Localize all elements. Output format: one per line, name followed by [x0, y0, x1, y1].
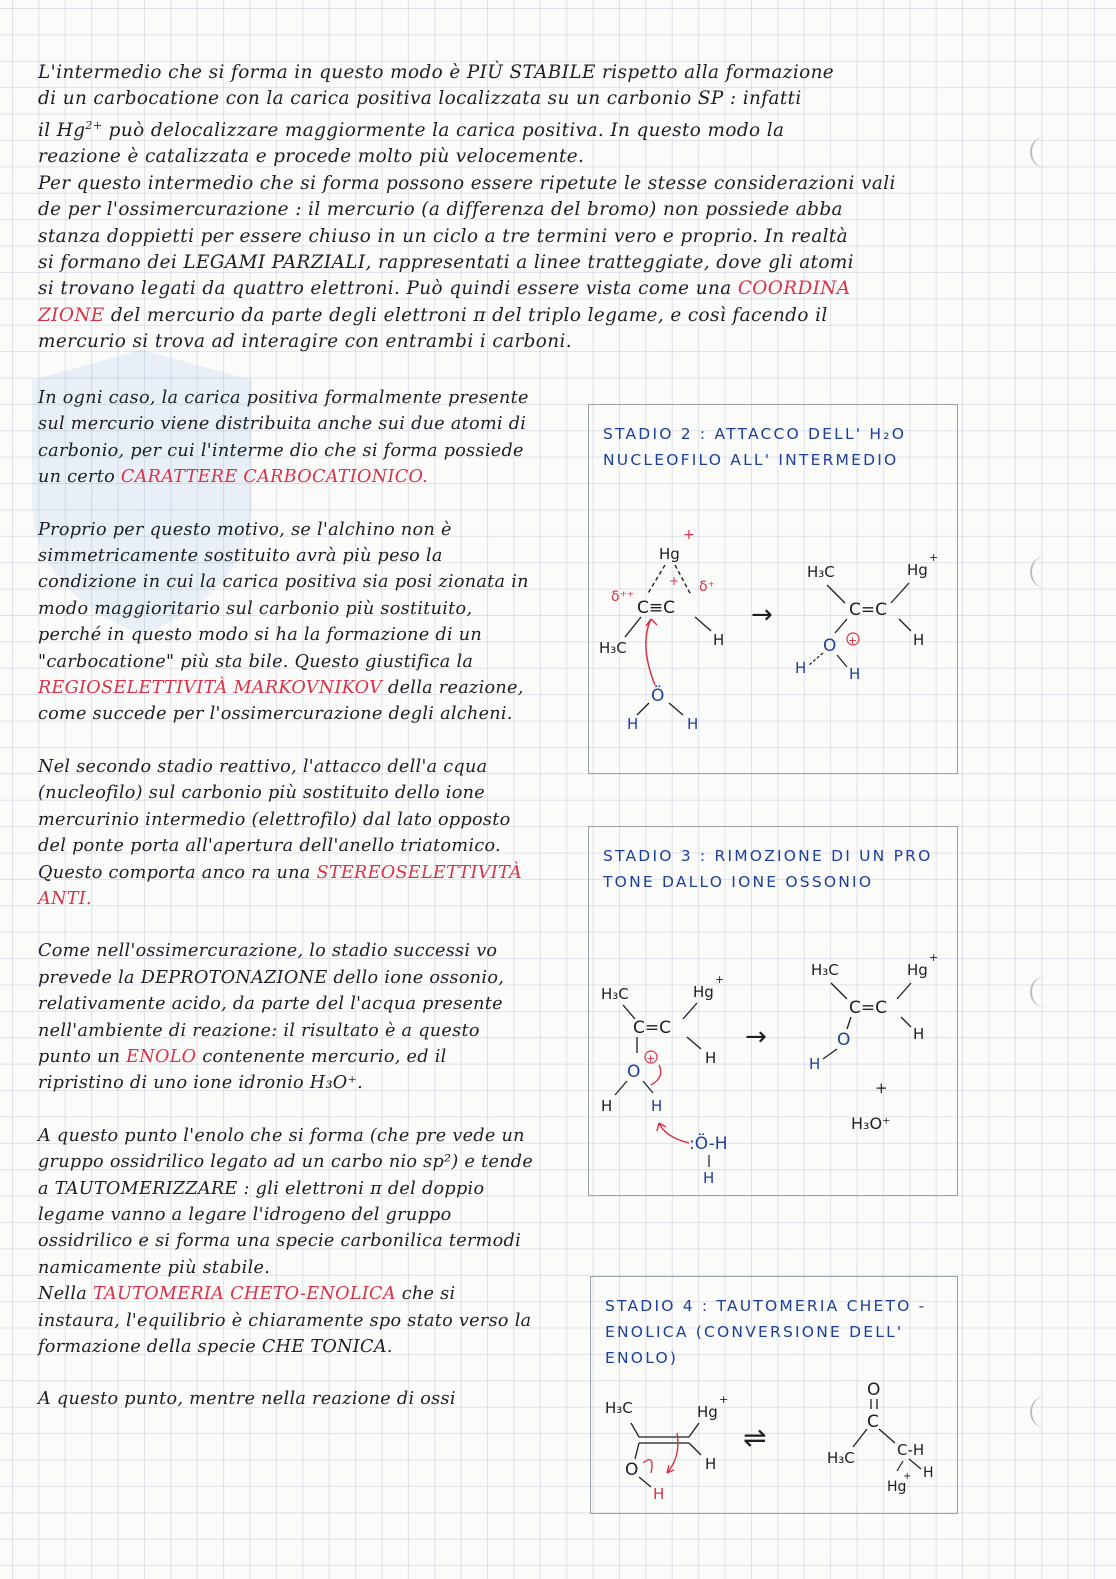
svg-text:H: H	[651, 1097, 663, 1115]
paragraph-final: A questo punto, mentre nella reazione di ossi	[38, 1389, 456, 1410]
binder-hole	[1030, 1396, 1050, 1428]
svg-text:Hg: Hg	[907, 561, 928, 579]
intro-line: stanza doppietti per essere chiuso in un ciclo a tre termini vero e proprio. In realtà	[38, 225, 849, 247]
intro-line: si formano dei LEGAMI PARZIALI, rappresentati a linee tratteggiate, dove gli atomi	[38, 251, 854, 273]
svg-text:H: H	[913, 1025, 925, 1043]
reaction-arrow: →	[751, 600, 773, 630]
stadio-4-box	[590, 1276, 958, 1514]
stadio-3-box	[588, 826, 958, 1196]
stadio-3-title: STADIO 3 : RIMOZIONE DI UN PRO TONE DALLO IONE OSSONIO	[603, 847, 933, 891]
intro-line: mercurio si trova ad interagire con entrambi i carboni.	[38, 331, 573, 353]
stadio-3-scheme	[589, 827, 957, 1195]
triple-bond: C≡C	[637, 598, 675, 618]
svg-text:H: H	[705, 1455, 717, 1473]
svg-text:O: O	[867, 1380, 881, 1400]
svg-text:+: +	[646, 1052, 656, 1065]
intro-line: de per l'ossimercurazione : il mercurio (a differenza del bromo) non possiede abba	[38, 199, 843, 221]
svg-text:Hg: Hg	[693, 983, 714, 1001]
svg-text:+: +	[929, 951, 939, 964]
stadio-2-title: STADIO 2 : ATTACCO DELL' H₂O NUCLEOFILO ALL' INTERMEDIO	[603, 425, 907, 469]
binder-hole	[1030, 556, 1050, 588]
stadio-4-title: STADIO 4 : TAUTOMERIA CHETO - ENOLICA (CONVERSIONE DELL' ENOLO)	[605, 1297, 927, 1367]
svg-text:O: O	[627, 1062, 641, 1082]
paragraph-stadio2: Nel secondo stadio reattivo, l'attacco dell'a cqua (nucleofilo) sul carbonio più sostituito dello ione mercurinio intermedio (elettrofilo) dal lato opposto del ponte porta all'apertura dell'anello triatomico. Questo comporta anco ra una STEREOSELETTIVITÀ ANTI.	[38, 756, 523, 909]
svg-text:H₃C: H₃C	[827, 1449, 855, 1467]
paragraph-cheto-enolica: Nella TAUTOMERIA CHETO-ENOLICA che si instaura, l'equilibrio è chiaramente spo stato verso la formazione della specie CHE TONICA.	[38, 1284, 532, 1357]
svg-text:Hg: Hg	[907, 961, 928, 979]
svg-text:+: +	[875, 1079, 888, 1097]
svg-text:H: H	[601, 1097, 613, 1115]
svg-text:H: H	[809, 1055, 821, 1073]
svg-text:H: H	[653, 1485, 665, 1503]
delta-plus-plus: δ⁺⁺	[611, 589, 635, 605]
hg-charge: +	[683, 527, 695, 543]
svg-text:H: H	[795, 659, 807, 677]
intro-line: il $Hg^{2+}$ può delocalizzare maggiormente la carica positiva. In questo modo la	[38, 118, 785, 141]
intro-line: L'intermedio che si forma in questo modo è PIÙ STABILE rispetto alla formazione	[38, 62, 835, 83]
svg-text:H₃C: H₃C	[807, 563, 835, 581]
intro-line: di un carbocatione con la carica positiva localizzata su un carbonio SP : infatti	[38, 88, 802, 110]
paragraph-markovnikov: Proprio per questo motivo, se l'alchino non è simmetricamente sostituito avrà più peso la condizione in cui la carica positiva sia posi zionata in modo maggioritario sul carbonio più sostituito, perché in questo modo si ha la formazione di un "carbocatione" più sta bile. Questo giustifica la REGIOSELETTIVITÀ MARKOVNIKOV della reazione, come succede per l'ossimercurazione degli alcheni.	[38, 519, 529, 725]
water-oxygen: Ö	[651, 686, 665, 706]
intro-line: reazione è catalizzata e procede molto più velocemente.	[38, 146, 585, 168]
svg-text:H: H	[687, 715, 699, 733]
svg-text:O: O	[625, 1460, 639, 1480]
svg-text:Hg: Hg	[697, 1403, 718, 1421]
svg-text:H: H	[703, 1169, 715, 1187]
svg-text:H₃C: H₃C	[605, 1399, 633, 1417]
svg-text:O: O	[837, 1030, 851, 1050]
water-base: :Ö-H	[689, 1134, 728, 1154]
svg-text:C=C: C=C	[633, 1018, 671, 1038]
hg-label: Hg	[659, 545, 680, 563]
svg-text:Hg: Hg	[887, 1479, 907, 1495]
svg-text:C-H: C-H	[897, 1441, 925, 1459]
svg-text:→: →	[745, 1022, 767, 1052]
svg-text:H: H	[627, 715, 639, 733]
stadio-2-box	[588, 404, 958, 774]
svg-text:C: C	[867, 1412, 879, 1432]
equilibrium-arrow: ⇌	[743, 1421, 767, 1454]
svg-text:+: +	[848, 634, 858, 647]
binder-hole	[1030, 976, 1050, 1008]
intro-paragraph	[38, 60, 1000, 356]
svg-text:C=C: C=C	[849, 998, 887, 1018]
svg-text:+: +	[929, 551, 939, 564]
svg-text:H₃C: H₃C	[599, 639, 627, 657]
stadio-2-scheme	[589, 405, 957, 773]
intro-line: si trovano legati da quattro elettroni. Può quindi essere vista come una COORDINA	[38, 278, 851, 300]
svg-text:+: +	[669, 574, 680, 588]
left-column-text	[38, 385, 538, 1439]
paragraph-tautomerizzare: A questo punto l'enolo che si forma (che pre vede un gruppo ossidrilico legato ad un carbo nio sp²) e tende a TAUTOMERIZZARE : gli elettroni π del doppio legame vanno a legare l'idrogeno del gruppo ossidrilico e si forma una specie carbonilica termodi namicamente più stabile.	[38, 1125, 534, 1278]
delta-plus: δ⁺	[699, 579, 715, 595]
svg-text:H: H	[705, 1049, 717, 1067]
intro-line: Per questo intermedio che si forma possono essere ripetute le stesse considerazioni vali	[38, 172, 896, 194]
svg-text:H: H	[849, 665, 861, 683]
highlight-coordinazione: COORDINA	[737, 278, 851, 300]
paragraph-deprotonazione: Come nell'ossimercurazione, lo stadio successi vo prevede la DEPROTONAZIONE dello ione ossonio, relativamente acido, da parte del l'acqua presente nell'ambiente di reazione: il risultato è a questo punto un ENOLO contenente mercurio, ed il ripristino di uno ione idronio H₃O⁺.	[38, 941, 505, 1094]
svg-text:+: +	[719, 1393, 729, 1406]
svg-text:H: H	[713, 631, 725, 649]
svg-text:H₃C: H₃C	[811, 961, 839, 979]
svg-text:H: H	[923, 1465, 934, 1481]
svg-text:C=C: C=C	[849, 600, 887, 620]
hydronium: H₃O⁺	[851, 1114, 891, 1133]
svg-text:+: +	[715, 973, 725, 986]
svg-text:H₃C: H₃C	[601, 985, 629, 1003]
stadio-4-scheme	[591, 1277, 957, 1513]
paragraph-carattere: In ogni caso, la carica positiva formalmente presente sul mercurio viene distribuita anche sui due atomi di carbonio, per cui l'interme dio che si forma possiede un certo CARATTERE CARBOCATIONICO.	[38, 388, 529, 488]
svg-text:+: +	[903, 1471, 912, 1482]
svg-text:O: O	[823, 636, 837, 656]
intro-line: ZIONE del mercurio da parte degli elettroni π del triplo legame, e così facendo il	[38, 304, 828, 326]
svg-text:H: H	[913, 631, 925, 649]
binder-hole	[1030, 136, 1050, 168]
